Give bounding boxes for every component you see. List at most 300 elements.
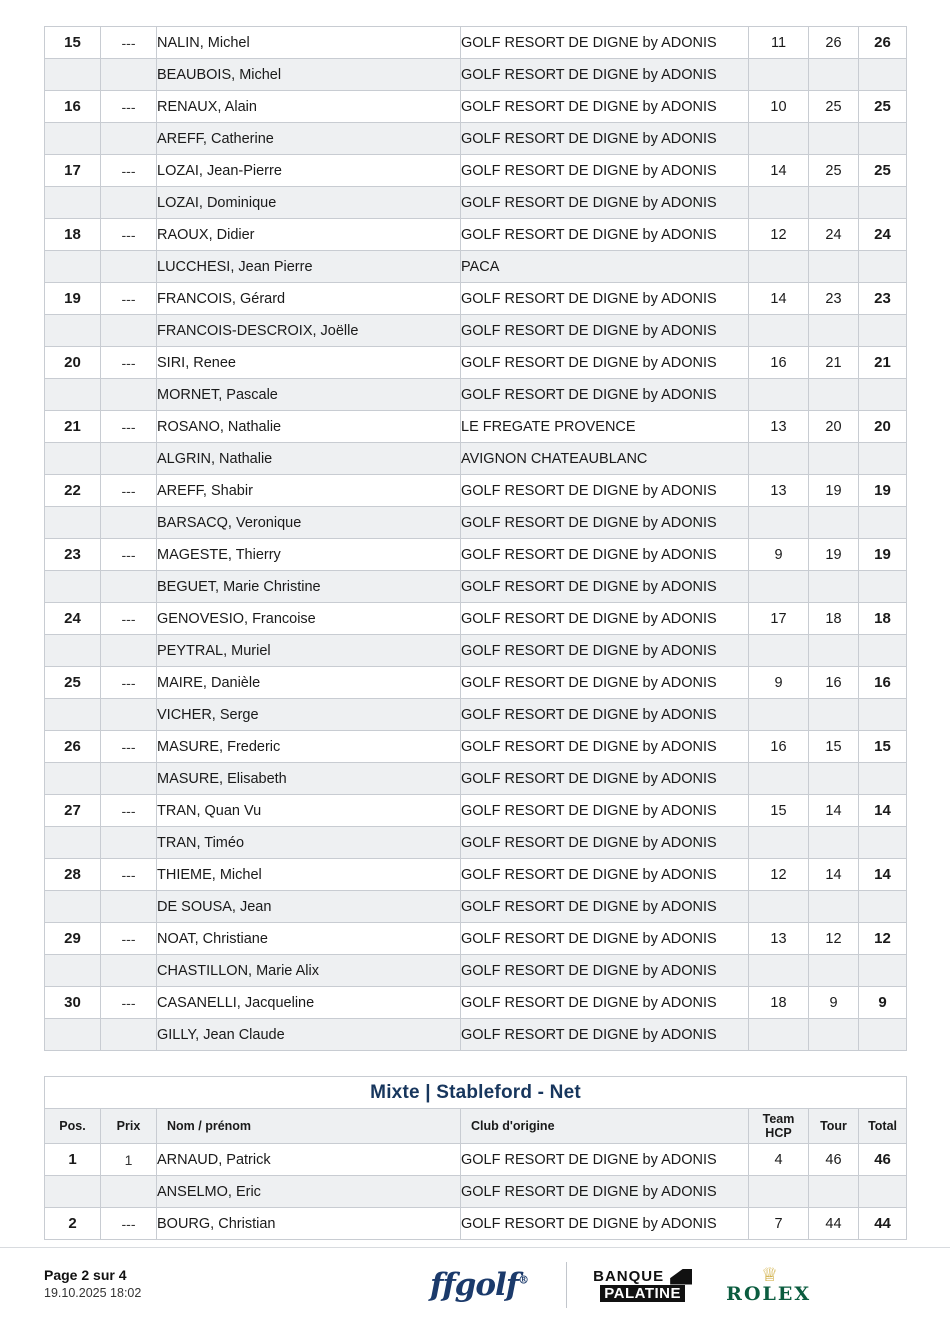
row-prize: ---: [101, 283, 157, 315]
row-tour: [809, 955, 859, 987]
row-team-hcp: 16: [749, 347, 809, 379]
row-player-name: ARNAUD, Patrick: [157, 1144, 461, 1176]
row-total: 26: [859, 27, 907, 59]
row-total: 16: [859, 667, 907, 699]
row-club: GOLF RESORT DE DIGNE by ADONIS: [461, 283, 749, 315]
row-team-hcp: 14: [749, 155, 809, 187]
rolex-logo-text: ROLEX: [726, 1283, 812, 1305]
row-total: 12: [859, 923, 907, 955]
row-tour: 15: [809, 731, 859, 763]
row-team-hcp: 12: [749, 859, 809, 891]
row-club: AVIGNON CHATEAUBLANC: [461, 443, 749, 475]
table-row: [45, 475, 907, 507]
row-position: [45, 187, 101, 219]
row-player-name: VICHER, Serge: [157, 699, 461, 731]
row-club: GOLF RESORT DE DIGNE by ADONIS: [461, 955, 749, 987]
section-title: Mixte | Stableford - Net: [45, 1077, 907, 1109]
row-club: GOLF RESORT DE DIGNE by ADONIS: [461, 635, 749, 667]
row-player-name: THIEME, Michel: [157, 859, 461, 891]
table-row: [45, 123, 907, 155]
row-player-name: LOZAI, Dominique: [157, 187, 461, 219]
row-prize: [101, 763, 157, 795]
row-tour: 14: [809, 795, 859, 827]
row-position: 23: [45, 539, 101, 571]
row-club: GOLF RESORT DE DIGNE by ADONIS: [461, 1144, 749, 1176]
row-tour: 16: [809, 667, 859, 699]
row-player-name: SIRI, Renee: [157, 347, 461, 379]
row-club: GOLF RESORT DE DIGNE by ADONIS: [461, 699, 749, 731]
row-total: [859, 123, 907, 155]
row-team-hcp: [749, 251, 809, 283]
row-total: [859, 1019, 907, 1051]
row-tour: [809, 763, 859, 795]
table-row: [45, 1019, 907, 1051]
row-prize: ---: [101, 859, 157, 891]
table-row: [45, 411, 907, 443]
row-team-hcp: 13: [749, 411, 809, 443]
page-footer: [0, 1247, 950, 1344]
table-row: [45, 635, 907, 667]
row-club: GOLF RESORT DE DIGNE by ADONIS: [461, 603, 749, 635]
row-position: [45, 123, 101, 155]
row-prize: [101, 1019, 157, 1051]
row-team-hcp: [749, 443, 809, 475]
row-player-name: MAIRE, Danièle: [157, 667, 461, 699]
row-player-name: AREFF, Catherine: [157, 123, 461, 155]
column-header-total: Total: [859, 1109, 907, 1144]
row-tour: 46: [809, 1144, 859, 1176]
row-tour: 18: [809, 603, 859, 635]
row-tour: [809, 315, 859, 347]
table-row: [45, 1144, 907, 1176]
row-prize: ---: [101, 219, 157, 251]
row-club: GOLF RESORT DE DIGNE by ADONIS: [461, 219, 749, 251]
row-tour: [809, 123, 859, 155]
row-club: GOLF RESORT DE DIGNE by ADONIS: [461, 763, 749, 795]
row-total: 15: [859, 731, 907, 763]
row-position: 17: [45, 155, 101, 187]
row-player-name: RAOUX, Didier: [157, 219, 461, 251]
table-row: [45, 827, 907, 859]
row-total: 9: [859, 987, 907, 1019]
row-team-hcp: [749, 827, 809, 859]
results-table-bottom: [44, 1076, 907, 1240]
column-header-team-hcp: Team HCP: [749, 1109, 809, 1144]
table-row: [45, 155, 907, 187]
row-club: PACA: [461, 251, 749, 283]
row-team-hcp: [749, 635, 809, 667]
row-tour: 20: [809, 411, 859, 443]
row-position: [45, 443, 101, 475]
row-club: GOLF RESORT DE DIGNE by ADONIS: [461, 1019, 749, 1051]
row-player-name: TRAN, Timéo: [157, 827, 461, 859]
row-team-hcp: 11: [749, 27, 809, 59]
row-position: 18: [45, 219, 101, 251]
row-total: 25: [859, 155, 907, 187]
row-player-name: MASURE, Frederic: [157, 731, 461, 763]
row-prize: ---: [101, 603, 157, 635]
row-player-name: CASANELLI, Jacqueline: [157, 987, 461, 1019]
column-header-prix: Prix: [101, 1109, 157, 1144]
table-row: [45, 1176, 907, 1208]
table-row: [45, 315, 907, 347]
table-row: [45, 795, 907, 827]
results-table-top: [44, 26, 907, 1051]
row-prize: ---: [101, 731, 157, 763]
crown-icon: ♕: [761, 1265, 777, 1286]
row-prize: [101, 891, 157, 923]
row-player-name: LUCCHESI, Jean Pierre: [157, 251, 461, 283]
row-total: 25: [859, 91, 907, 123]
row-total: 14: [859, 859, 907, 891]
row-player-name: PEYTRAL, Muriel: [157, 635, 461, 667]
row-tour: 25: [809, 91, 859, 123]
row-tour: [809, 699, 859, 731]
table-row: [45, 59, 907, 91]
row-player-name: NOAT, Christiane: [157, 923, 461, 955]
row-tour: [809, 59, 859, 91]
table-row: [45, 539, 907, 571]
row-total: [859, 891, 907, 923]
row-team-hcp: 16: [749, 731, 809, 763]
row-position: [45, 379, 101, 411]
row-club: GOLF RESORT DE DIGNE by ADONIS: [461, 827, 749, 859]
table-row: [45, 283, 907, 315]
row-position: 16: [45, 91, 101, 123]
row-position: 15: [45, 27, 101, 59]
row-total: [859, 955, 907, 987]
footer-logos: [430, 1262, 811, 1308]
table-row: [45, 187, 907, 219]
row-team-hcp: 17: [749, 603, 809, 635]
row-total: [859, 379, 907, 411]
row-total: [859, 251, 907, 283]
row-total: [859, 443, 907, 475]
row-prize: [101, 635, 157, 667]
row-position: [45, 635, 101, 667]
row-tour: [809, 1176, 859, 1208]
row-position: [45, 251, 101, 283]
row-club: LE FREGATE PROVENCE: [461, 411, 749, 443]
row-club: GOLF RESORT DE DIGNE by ADONIS: [461, 923, 749, 955]
row-position: [45, 1176, 101, 1208]
row-club: GOLF RESORT DE DIGNE by ADONIS: [461, 27, 749, 59]
row-prize: [101, 443, 157, 475]
row-club: GOLF RESORT DE DIGNE by ADONIS: [461, 379, 749, 411]
row-tour: 19: [809, 475, 859, 507]
row-total: [859, 827, 907, 859]
row-club: GOLF RESORT DE DIGNE by ADONIS: [461, 91, 749, 123]
row-tour: [809, 187, 859, 219]
table-row: [45, 763, 907, 795]
generation-timestamp: 19.10.2025 18:02: [44, 1285, 142, 1300]
row-team-hcp: 9: [749, 667, 809, 699]
row-position: [45, 507, 101, 539]
footer-page-info: [44, 1266, 141, 1302]
row-prize: [101, 379, 157, 411]
row-tour: [809, 507, 859, 539]
row-tour: [809, 443, 859, 475]
table-header-row: [45, 1109, 907, 1144]
row-team-hcp: [749, 571, 809, 603]
row-prize: ---: [101, 27, 157, 59]
table-row: [45, 443, 907, 475]
row-tour: [809, 1019, 859, 1051]
table-row: [45, 91, 907, 123]
row-team-hcp: [749, 891, 809, 923]
row-player-name: BOURG, Christian: [157, 1208, 461, 1240]
table-row: [45, 571, 907, 603]
row-position: [45, 699, 101, 731]
row-position: 30: [45, 987, 101, 1019]
row-club: GOLF RESORT DE DIGNE by ADONIS: [461, 795, 749, 827]
row-tour: 9: [809, 987, 859, 1019]
row-team-hcp: 13: [749, 475, 809, 507]
column-header-tour: Tour: [809, 1109, 859, 1144]
row-player-name: TRAN, Quan Vu: [157, 795, 461, 827]
row-total: 19: [859, 475, 907, 507]
row-total: 44: [859, 1208, 907, 1240]
row-club: GOLF RESORT DE DIGNE by ADONIS: [461, 187, 749, 219]
row-tour: 25: [809, 155, 859, 187]
row-team-hcp: [749, 379, 809, 411]
row-club: GOLF RESORT DE DIGNE by ADONIS: [461, 507, 749, 539]
row-club: GOLF RESORT DE DIGNE by ADONIS: [461, 1208, 749, 1240]
row-club: GOLF RESORT DE DIGNE by ADONIS: [461, 123, 749, 155]
row-team-hcp: [749, 59, 809, 91]
banque-palatine-logo: [593, 1269, 692, 1302]
row-tour: 26: [809, 27, 859, 59]
row-prize: ---: [101, 539, 157, 571]
row-position: [45, 891, 101, 923]
row-position: [45, 59, 101, 91]
row-team-hcp: 12: [749, 219, 809, 251]
row-tour: 23: [809, 283, 859, 315]
table-row: [45, 603, 907, 635]
row-player-name: AREFF, Shabir: [157, 475, 461, 507]
row-team-hcp: [749, 699, 809, 731]
row-prize: [101, 571, 157, 603]
row-position: 2: [45, 1208, 101, 1240]
table-row: [45, 699, 907, 731]
row-club: GOLF RESORT DE DIGNE by ADONIS: [461, 539, 749, 571]
table-row: [45, 891, 907, 923]
column-header-club: Club d'origine: [461, 1109, 749, 1144]
row-tour: [809, 251, 859, 283]
row-player-name: FRANCOIS-DESCROIX, Joëlle: [157, 315, 461, 347]
row-prize: ---: [101, 987, 157, 1019]
row-total: [859, 59, 907, 91]
row-total: [859, 1176, 907, 1208]
row-total: 19: [859, 539, 907, 571]
ffgolf-logo-text: ffgolf: [430, 1267, 519, 1303]
row-team-hcp: 10: [749, 91, 809, 123]
row-player-name: GENOVESIO, Francoise: [157, 603, 461, 635]
table-row: [45, 27, 907, 59]
row-position: [45, 315, 101, 347]
row-tour: 14: [809, 859, 859, 891]
row-team-hcp: [749, 1019, 809, 1051]
row-player-name: ROSANO, Nathalie: [157, 411, 461, 443]
row-player-name: ALGRIN, Nathalie: [157, 443, 461, 475]
row-player-name: BARSACQ, Veronique: [157, 507, 461, 539]
table-row: [45, 347, 907, 379]
row-player-name: DE SOUSA, Jean: [157, 891, 461, 923]
column-header-pos: Pos.: [45, 1109, 101, 1144]
row-player-name: GILLY, Jean Claude: [157, 1019, 461, 1051]
row-club: GOLF RESORT DE DIGNE by ADONIS: [461, 347, 749, 379]
row-position: 26: [45, 731, 101, 763]
row-player-name: MAGESTE, Thierry: [157, 539, 461, 571]
row-team-hcp: [749, 315, 809, 347]
row-tour: 12: [809, 923, 859, 955]
row-prize: [101, 699, 157, 731]
row-position: [45, 571, 101, 603]
row-tour: 21: [809, 347, 859, 379]
table-row: [45, 667, 907, 699]
row-team-hcp: 4: [749, 1144, 809, 1176]
row-tour: [809, 635, 859, 667]
row-prize: [101, 251, 157, 283]
row-position: 22: [45, 475, 101, 507]
row-team-hcp: [749, 507, 809, 539]
row-player-name: BEGUET, Marie Christine: [157, 571, 461, 603]
row-club: GOLF RESORT DE DIGNE by ADONIS: [461, 891, 749, 923]
row-player-name: CHASTILLON, Marie Alix: [157, 955, 461, 987]
column-header-name: Nom / prénom: [157, 1109, 461, 1144]
row-total: 46: [859, 1144, 907, 1176]
row-player-name: ANSELMO, Eric: [157, 1176, 461, 1208]
row-tour: 24: [809, 219, 859, 251]
row-team-hcp: 9: [749, 539, 809, 571]
row-prize: ---: [101, 91, 157, 123]
table-row: [45, 379, 907, 411]
row-prize: [101, 507, 157, 539]
row-prize: [101, 1176, 157, 1208]
row-total: 23: [859, 283, 907, 315]
row-tour: [809, 379, 859, 411]
row-position: [45, 1019, 101, 1051]
table-row: [45, 923, 907, 955]
row-position: 1: [45, 1144, 101, 1176]
row-club: GOLF RESORT DE DIGNE by ADONIS: [461, 859, 749, 891]
table-row: [45, 859, 907, 891]
banque-line2: PALATINE: [600, 1285, 685, 1302]
row-total: 14: [859, 795, 907, 827]
row-total: [859, 635, 907, 667]
row-prize: ---: [101, 347, 157, 379]
row-prize: [101, 955, 157, 987]
row-prize: [101, 827, 157, 859]
row-prize: ---: [101, 475, 157, 507]
table-row: [45, 1208, 907, 1240]
row-total: [859, 571, 907, 603]
banque-line1: BANQUE: [593, 1268, 665, 1285]
row-position: 19: [45, 283, 101, 315]
row-team-hcp: [749, 187, 809, 219]
row-position: [45, 827, 101, 859]
row-position: 21: [45, 411, 101, 443]
row-club: GOLF RESORT DE DIGNE by ADONIS: [461, 475, 749, 507]
row-position: [45, 763, 101, 795]
registered-mark-icon: ®: [518, 1273, 529, 1287]
row-club: GOLF RESORT DE DIGNE by ADONIS: [461, 571, 749, 603]
row-team-hcp: 14: [749, 283, 809, 315]
row-team-hcp: [749, 1176, 809, 1208]
row-prize: [101, 315, 157, 347]
table-row: [45, 987, 907, 1019]
row-total: 21: [859, 347, 907, 379]
row-prize: [101, 59, 157, 91]
row-prize: ---: [101, 667, 157, 699]
ffgolf-logo: [430, 1267, 540, 1303]
row-team-hcp: [749, 123, 809, 155]
row-player-name: MORNET, Pascale: [157, 379, 461, 411]
row-position: [45, 955, 101, 987]
row-position: 27: [45, 795, 101, 827]
row-total: 20: [859, 411, 907, 443]
row-player-name: FRANCOIS, Gérard: [157, 283, 461, 315]
row-player-name: LOZAI, Jean-Pierre: [157, 155, 461, 187]
row-club: GOLF RESORT DE DIGNE by ADONIS: [461, 155, 749, 187]
table-row: [45, 251, 907, 283]
row-position: 24: [45, 603, 101, 635]
row-prize: ---: [101, 795, 157, 827]
row-total: 18: [859, 603, 907, 635]
row-prize: [101, 187, 157, 219]
row-club: GOLF RESORT DE DIGNE by ADONIS: [461, 731, 749, 763]
row-position: 20: [45, 347, 101, 379]
sail-icon: [670, 1269, 692, 1285]
row-team-hcp: 7: [749, 1208, 809, 1240]
row-team-hcp: 15: [749, 795, 809, 827]
row-position: 25: [45, 667, 101, 699]
row-player-name: BEAUBOIS, Michel: [157, 59, 461, 91]
row-club: GOLF RESORT DE DIGNE by ADONIS: [461, 667, 749, 699]
row-prize: 1: [101, 1144, 157, 1176]
row-position: 29: [45, 923, 101, 955]
row-prize: ---: [101, 923, 157, 955]
row-prize: ---: [101, 155, 157, 187]
row-tour: [809, 827, 859, 859]
row-position: 28: [45, 859, 101, 891]
row-player-name: RENAUX, Alain: [157, 91, 461, 123]
footer-divider: [566, 1262, 567, 1308]
row-total: [859, 187, 907, 219]
row-team-hcp: [749, 763, 809, 795]
row-club: GOLF RESORT DE DIGNE by ADONIS: [461, 59, 749, 91]
row-total: [859, 507, 907, 539]
row-team-hcp: 18: [749, 987, 809, 1019]
table-row: [45, 955, 907, 987]
row-team-hcp: 13: [749, 923, 809, 955]
row-prize: ---: [101, 411, 157, 443]
row-total: [859, 315, 907, 347]
row-club: GOLF RESORT DE DIGNE by ADONIS: [461, 315, 749, 347]
page-number: Page 2 sur 4: [44, 1267, 127, 1283]
section-title-row: [45, 1077, 907, 1109]
rolex-logo: [726, 1266, 811, 1304]
row-team-hcp: [749, 955, 809, 987]
row-tour: [809, 571, 859, 603]
row-club: GOLF RESORT DE DIGNE by ADONIS: [461, 987, 749, 1019]
table-row: [45, 219, 907, 251]
row-total: 24: [859, 219, 907, 251]
row-tour: 44: [809, 1208, 859, 1240]
row-prize: ---: [101, 1208, 157, 1240]
table-row: [45, 507, 907, 539]
row-player-name: NALIN, Michel: [157, 27, 461, 59]
